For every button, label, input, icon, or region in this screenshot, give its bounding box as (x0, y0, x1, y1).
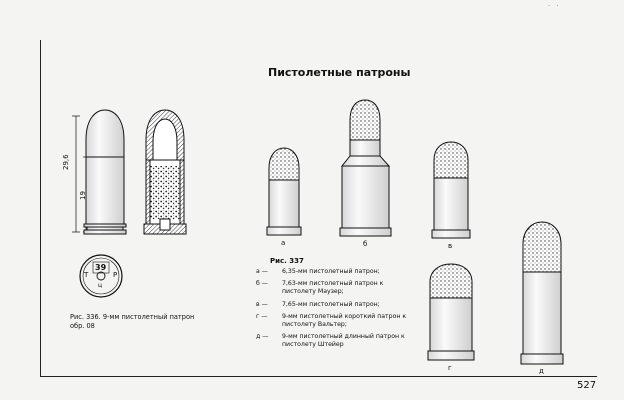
cartridge-b (340, 100, 391, 236)
cartridge-a (267, 148, 301, 235)
legend-item (256, 268, 416, 276)
headstamp-top: 39 (95, 263, 107, 272)
dim-total-label: 29,6 (62, 154, 70, 170)
legend-item (256, 280, 416, 296)
figure-337-caption: Рис. 337 (270, 257, 304, 265)
cartridge-d (521, 222, 563, 364)
scan-corner-mark: · · (548, 2, 561, 10)
legend-key: в — (256, 300, 268, 308)
headstamp-bottom: ц (98, 282, 103, 289)
legend-key: д — (256, 333, 269, 341)
cartridge-9mm-exterior (84, 110, 126, 234)
cartridge-label-b: б (363, 240, 368, 248)
cartridge-g (428, 264, 474, 360)
legend-text: 7,65-мм пистолетный патрон; (282, 300, 380, 308)
figure-337-legend (256, 268, 416, 354)
legend-key: б — (256, 280, 268, 288)
cartridge-label-v: в (448, 242, 453, 250)
legend-item (256, 333, 416, 349)
legend-text: 9-мм пистолетный короткий патрон к пистолету Вальтер; (282, 312, 407, 329)
page-title: Пистолетные патроны (268, 66, 411, 79)
cartridge-label-a: а (281, 239, 286, 247)
cartridge-v (432, 142, 470, 238)
legend-key: г — (256, 312, 268, 320)
legend-key: а — (256, 268, 268, 275)
dim-case-label: 19 (79, 191, 87, 200)
figure-336-caption: Рис. 336. 9-мм пистолетный патрон обр. 08 (70, 313, 195, 330)
cartridge-label-g: г (448, 364, 452, 372)
legend-item (256, 313, 416, 329)
legend-text: 9-мм пистолетный длинный патрон к пистолету Штейер (282, 333, 405, 349)
headstamp-right: Р (113, 271, 118, 279)
page-number: 527 (577, 380, 597, 391)
legend-item (256, 301, 416, 309)
cartridge-9mm-cross-section (144, 110, 186, 234)
headstamp-left: Т (84, 271, 89, 279)
cartridge-label-d: д (539, 367, 544, 375)
legend-text: 6,35-мм пистолетный патрон; (282, 268, 380, 275)
legend-text: 7,63-мм пистолетный патрон к пистолету Маузер; (282, 280, 384, 296)
